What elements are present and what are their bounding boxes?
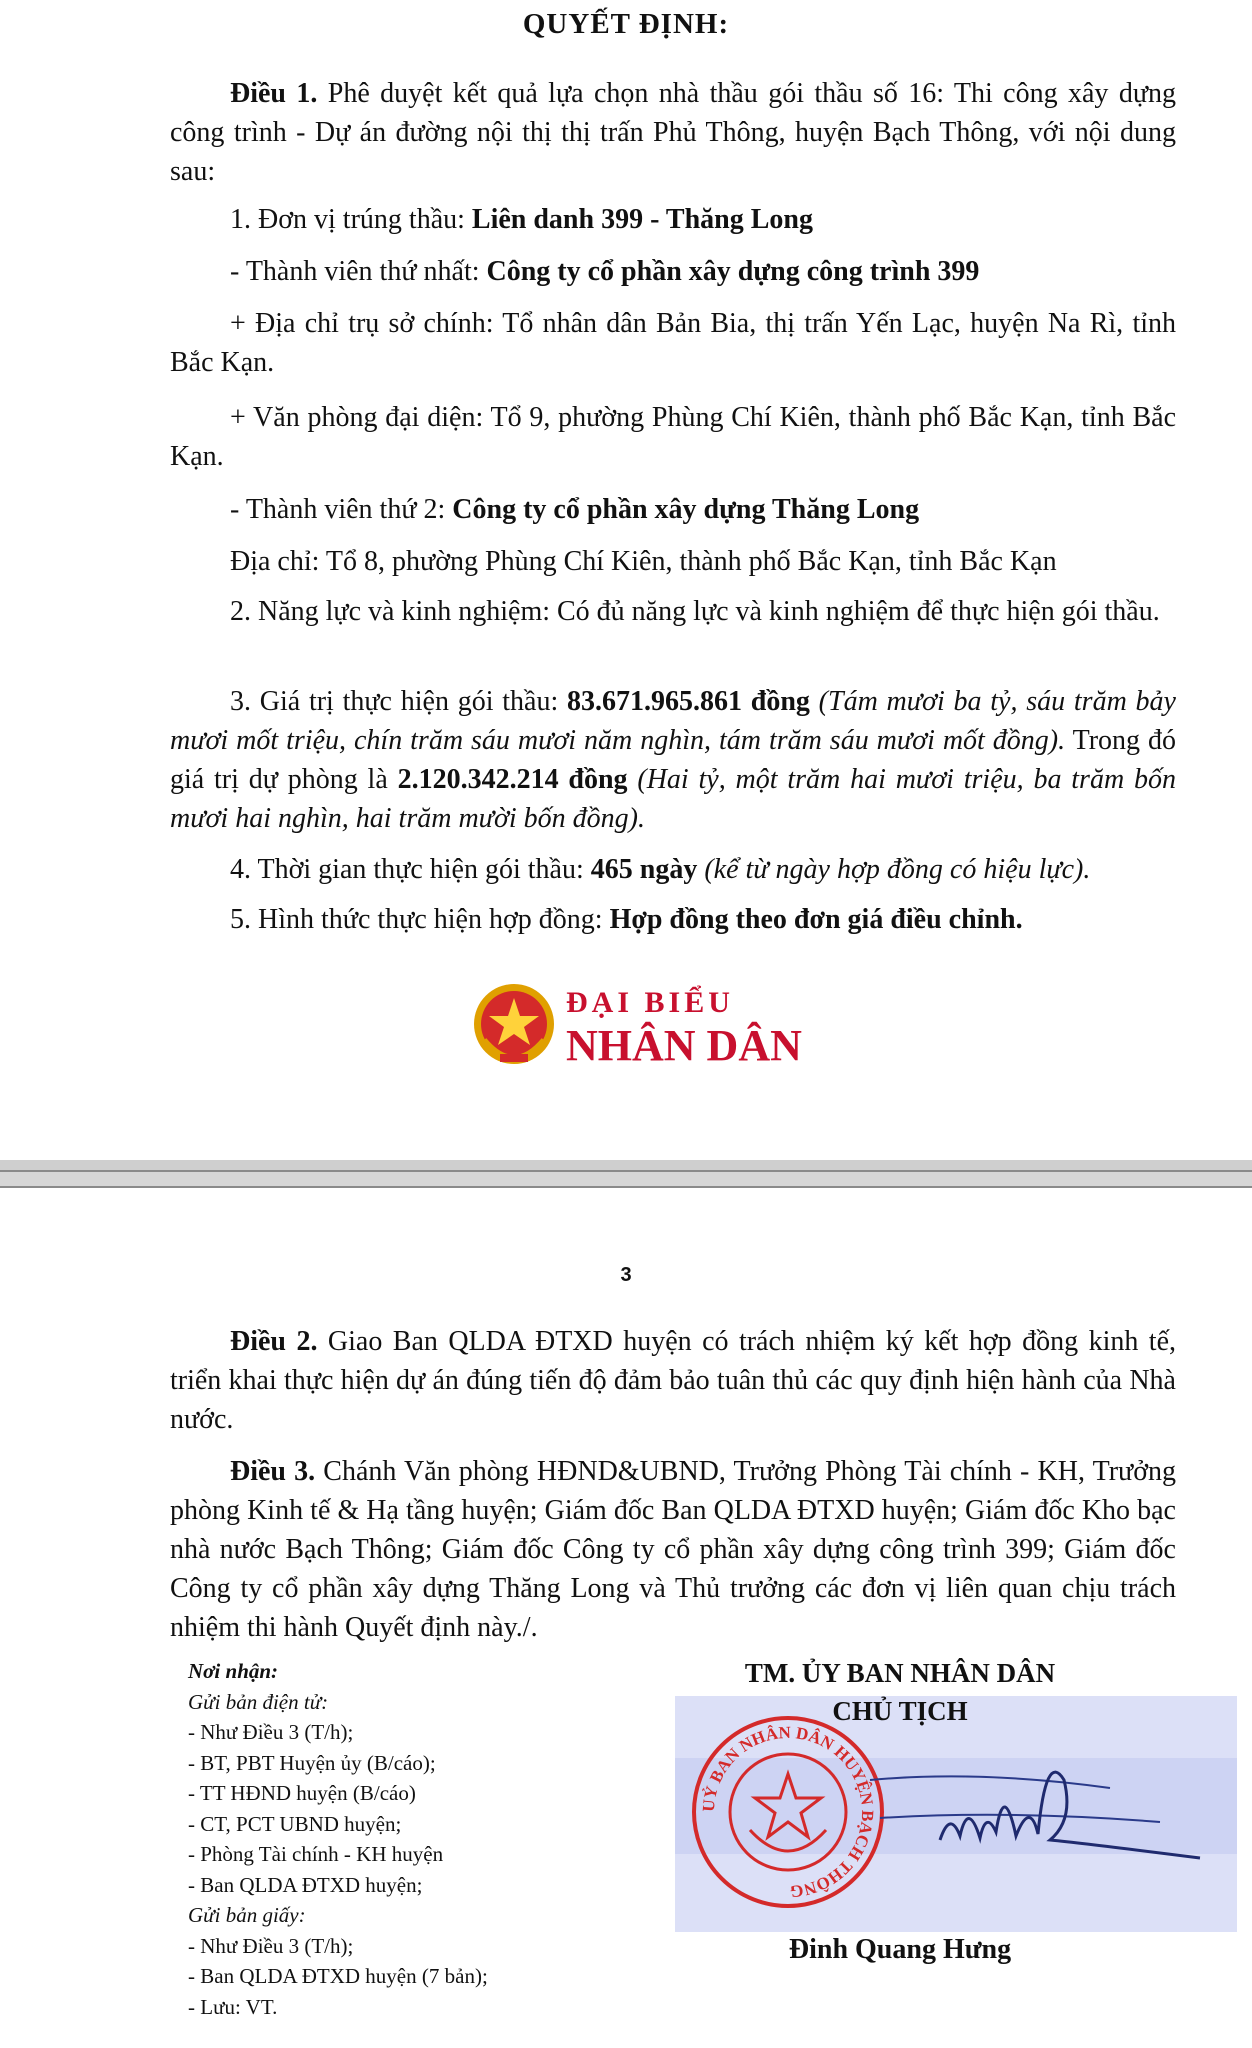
recipient-item: - Phòng Tài chính - KH huyện [188, 1842, 444, 1866]
svg-text:UỶ BAN NHÂN DÂN HUYỆN BẠCH THÔ [699, 1723, 877, 1901]
member-1: - Thành viên thứ nhất: Công ty cổ phần xây dựng công trình 399 [230, 256, 980, 287]
recipients-title: Nơi nhận: [188, 1659, 279, 1683]
capability-item: 2. Năng lực và kinh nghiệm: Có đủ năng lực và kinh nghiệm để thực hiện gói thầu. [230, 596, 1160, 627]
article-1 [170, 74, 1176, 191]
recipient-item: - Lưu: VT. [188, 1994, 278, 2019]
winning-bidder: 1. Đơn vị trúng thầu: Liên danh 399 - Thăng Long [230, 204, 813, 235]
signer-name: Đinh Quang Hưng [788, 1934, 1012, 1965]
recipients-electronic-label: Gửi bản điện tử: [188, 1689, 329, 1714]
article-3-text: Chánh Văn phòng HĐND&UBND, Trưởng Phòng Tài chính - KH, Trưởng phòng Kinh tế & Hạ tầng huyện; Giám đốc Ban QLDA ĐTXD huyện; Giám đốc Kho bạc nhà nước Bạch Thông; Giám đốc Công ty cổ phần xây dựng công trình 399; Giám đốc Công ty cổ phần xây dựng Thăng Long và Thủ trưởng các đơn vị liên quan chịu trách nhiệm thi hành Quyết định này./. [170, 1456, 1177, 1643]
signature-org-name: TM. ỦY BAN NHÂN DÂN [744, 1658, 1056, 1688]
national-emblem-icon [470, 980, 558, 1072]
recipient-item: - Ban QLDA ĐTXD huyện; [188, 1872, 423, 1897]
member-1-name: Công ty cổ phần xây dựng công trình 399 [486, 256, 980, 287]
page-divider [0, 1160, 1252, 1188]
contract-form-value: Hợp đồng theo đơn giá điều chỉnh. [609, 904, 1023, 935]
article-2-label: Điều 2. [230, 1326, 318, 1357]
contract-value-amount: 83.671.965.861 đồng [567, 686, 810, 717]
article-3-label: Điều 3. [230, 1456, 316, 1487]
member-2: - Thành viên thứ 2: Công ty cổ phần xây dựng Thăng Long [230, 494, 920, 525]
watermark-logo [470, 978, 802, 1078]
recipient-item: - Như Điều 3 (T/h); [188, 1933, 354, 1958]
member-2-name: Công ty cổ phần xây dựng Thăng Long [452, 494, 920, 525]
article-3 [170, 1452, 1176, 1647]
handwritten-signature [860, 1740, 1220, 1880]
signature-position: CHỦ TỊCH [832, 1696, 968, 1726]
duration-item: 4. Thời gian thực hiện gói thầu: 465 ngày (kể từ ngày hợp đồng có hiệu lực). [230, 854, 1091, 885]
recipients-paper-label: Gửi bản giấy: [188, 1903, 306, 1927]
recipient-item: - CT, PCT UBND huyện; [188, 1811, 402, 1836]
article-2 [170, 1322, 1176, 1439]
member-1-office: + Văn phòng đại diện: Tổ 9, phường Phùng Chí Kiên, thành phố Bắc Kạn, tỉnh Bắc Kạn. [170, 402, 1176, 472]
article-1-text: Phê duyệt kết quả lựa chọn nhà thầu gói thầu số 16: Thi công xây dựng công trình - Dự án đường nội thị thị trấn Phủ Thông, huyện Bạch Thông, với nội dung sau: [170, 78, 1176, 187]
watermark-line-1: ĐẠI BIỂU [566, 986, 734, 1019]
watermark-line-2: NHÂN DÂN [566, 1021, 802, 1070]
contract-form-item: 5. Hình thức thực hiện hợp đồng: Hợp đồng theo đơn giá điều chỉnh. [230, 904, 1023, 935]
article-2-text: Giao Ban QLDA ĐTXD huyện có trách nhiệm ký kết hợp đồng kinh tế, triển khai thực hiện dự án đúng tiến độ đảm bảo tuân thủ các quy định hiện hành của Nhà nước. [170, 1326, 1176, 1435]
contract-value: 3. Giá trị thực hiện gói thầu: 83.671.965.861 đồng (Tám mươi ba tỷ, sáu trăm bảy mươi mốt triệu, chín trăm sáu mươi năm nghìn, tám trăm sáu mươi mốt đồng). Trong đó giá trị dự phòng là 2.120.342.214 đồng (Hai tỷ, một trăm hai mươi triệu, ba trăm bốn mươi hai nghìn, hai trăm mười bốn đồng). [170, 686, 1176, 834]
recipient-item: - TT HĐND huyện (B/cáo) [188, 1781, 416, 1805]
official-seal-icon [688, 1712, 888, 1912]
recipients-block [188, 1656, 708, 2022]
recipient-item: - Như Điều 3 (T/h); [188, 1720, 354, 1744]
seal-text: UỶ BAN NHÂN DÂN HUYỆN BẠCH THÔNG [698, 1722, 878, 1902]
member-1-headquarters: + Địa chỉ trụ sở chính: Tổ nhân dân Bản Bia, thị trấn Yến Lạc, huyện Na Rì, tỉnh Bắc Kạn. [170, 308, 1176, 378]
contingency-amount: 2.120.342.214 đồng [397, 764, 628, 795]
article-1-label: Điều 1. [230, 78, 318, 109]
member-2-address: Địa chỉ: Tổ 8, phường Phùng Chí Kiên, thành phố Bắc Kạn, tỉnh Bắc Kạn [230, 546, 1057, 577]
page-number: 3 [620, 1264, 632, 1286]
recipient-item: - BT, PBT Huyện ủy (B/cáo); [188, 1750, 436, 1775]
decision-heading: QUYẾT ĐỊNH: [522, 8, 730, 40]
winning-bidder-name: Liên danh 399 - Thăng Long [471, 204, 813, 235]
duration-value: 465 ngày [590, 854, 698, 885]
recipient-item: - Ban QLDA ĐTXD huyện (7 bản); [188, 1964, 488, 1988]
